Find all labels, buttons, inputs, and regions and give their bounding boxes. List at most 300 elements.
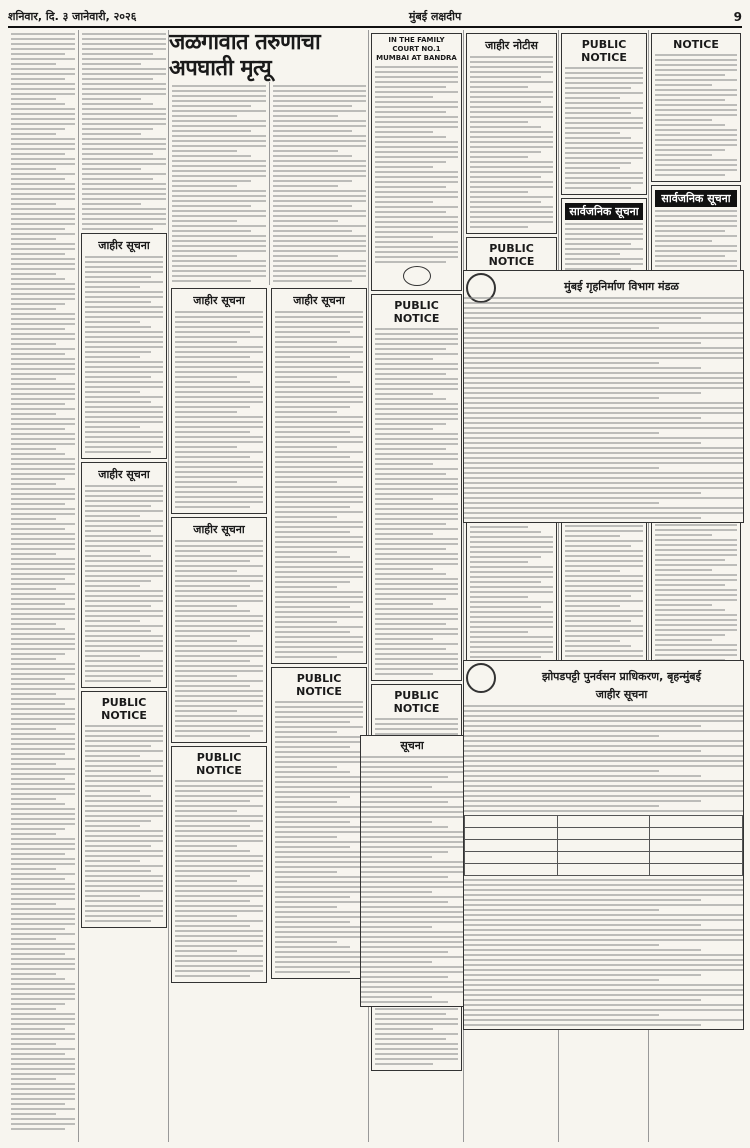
text-line (85, 321, 140, 323)
text-line (82, 168, 141, 170)
text-line (175, 600, 263, 602)
text-line (275, 356, 350, 358)
text-line (470, 201, 541, 203)
text-line (275, 431, 350, 433)
text-line (375, 196, 458, 198)
text-line (175, 725, 263, 727)
text-line (85, 630, 151, 632)
text-line (470, 166, 553, 168)
text-line (464, 964, 743, 966)
text-line (175, 810, 237, 812)
text-line (11, 168, 56, 170)
text-line (470, 61, 553, 63)
court-seal-icon (403, 266, 431, 286)
text-line (11, 433, 75, 435)
text-line (655, 134, 737, 136)
text-line (11, 963, 75, 965)
text-line (11, 638, 75, 640)
text-line (273, 260, 367, 262)
text-line (175, 376, 237, 378)
text-line (11, 828, 65, 830)
text-line (11, 643, 75, 645)
text-line (11, 458, 75, 460)
text-line (464, 407, 743, 409)
text-line (172, 215, 266, 217)
text-line (11, 1068, 75, 1070)
text-line (464, 447, 743, 449)
text-line (11, 258, 75, 260)
text-line (275, 506, 350, 508)
text-line (11, 403, 65, 405)
text-line (375, 1038, 446, 1040)
text-line (11, 658, 56, 660)
text-line (464, 362, 659, 364)
text-line (85, 730, 163, 732)
text-line (172, 180, 251, 182)
text-line (375, 206, 458, 208)
text-line (11, 343, 56, 345)
text-line (172, 95, 266, 97)
text-line (275, 756, 363, 758)
text-line (175, 950, 237, 952)
text-line (172, 245, 266, 247)
text-line (175, 735, 250, 737)
text-line (11, 788, 75, 790)
text-line (85, 915, 163, 917)
text-line (172, 150, 237, 152)
text-line (11, 803, 65, 805)
notice-header: PUBLIC NOTICE (393, 299, 440, 325)
text-line (11, 478, 65, 480)
text-line (464, 730, 743, 732)
text-line (273, 205, 352, 207)
text-line (655, 89, 737, 91)
text-line (464, 929, 743, 931)
text-line (82, 218, 166, 220)
text-line (11, 143, 75, 145)
text-line (11, 1058, 75, 1060)
text-line (464, 755, 743, 757)
text-line (464, 517, 701, 519)
text-line (361, 761, 463, 763)
mhada-title: मुंबई गृहनिर्माण विभाग मंडळ (564, 280, 679, 293)
text-line (375, 558, 458, 560)
text-line (655, 584, 725, 586)
text-line (464, 720, 743, 722)
text-line (85, 436, 163, 438)
text-line (82, 63, 141, 65)
text-line (470, 181, 553, 183)
text-line (85, 555, 151, 557)
text-line (470, 631, 528, 633)
text-line (11, 913, 75, 915)
text-line (275, 836, 337, 838)
text-line (11, 373, 75, 375)
text-line (175, 321, 263, 323)
zopu-subheader: जाहीर सूचना (595, 688, 648, 701)
text-line (82, 33, 166, 35)
text-line (175, 850, 250, 852)
text-line (11, 248, 75, 250)
text-line (375, 236, 433, 238)
text-line (275, 541, 363, 543)
text-line (361, 786, 432, 788)
text-line (375, 428, 433, 430)
text-line (275, 456, 350, 458)
text-line (11, 873, 75, 875)
text-line (273, 175, 367, 177)
text-line (275, 546, 363, 548)
text-line (275, 906, 337, 908)
text-line (275, 946, 350, 948)
text-line (175, 625, 263, 627)
text-line (361, 876, 448, 878)
text-line (361, 861, 463, 863)
text-line (85, 550, 140, 552)
text-line (175, 710, 237, 712)
text-line (175, 660, 250, 662)
text-line (85, 276, 151, 278)
text-line (11, 33, 75, 35)
text-line (85, 885, 163, 887)
text-line (175, 730, 263, 732)
text-line (275, 751, 363, 753)
text-line (275, 641, 363, 643)
text-line (11, 633, 75, 635)
text-line (655, 159, 737, 161)
text-line (275, 891, 363, 893)
text-line (82, 38, 166, 40)
text-line (82, 113, 166, 115)
text-line (175, 640, 237, 642)
text-line (464, 1024, 701, 1026)
text-line (11, 1093, 75, 1095)
text-line (275, 846, 350, 848)
text-line (464, 507, 743, 509)
text-line (275, 596, 363, 598)
text-line (464, 795, 743, 797)
text-line (275, 936, 363, 938)
text-line (375, 186, 446, 188)
text-line (11, 628, 65, 630)
text-line (175, 655, 263, 657)
text-line (464, 919, 743, 921)
text-line (85, 580, 151, 582)
text-line (82, 48, 166, 50)
text-line (375, 503, 458, 505)
text-line (375, 593, 458, 595)
text-line (175, 630, 263, 632)
text-line (85, 745, 151, 747)
text-line (375, 251, 458, 253)
text-line (464, 387, 743, 389)
text-line (375, 338, 458, 340)
text-line (85, 441, 163, 443)
text-line (375, 378, 458, 380)
text-line (464, 397, 659, 399)
text-line (11, 118, 75, 120)
text-line (655, 649, 737, 651)
text-line (565, 147, 643, 149)
text-line (85, 366, 163, 368)
text-line (375, 663, 458, 665)
text-line (275, 326, 363, 328)
text-line (375, 1013, 446, 1015)
text-line (464, 482, 743, 484)
text-line (172, 85, 266, 87)
text-line (175, 795, 263, 797)
text-line (175, 356, 250, 358)
text-line (11, 148, 75, 150)
text-line (375, 343, 458, 345)
text-line (361, 921, 463, 923)
text-line (11, 663, 75, 665)
text-line (82, 228, 153, 230)
text-line (375, 658, 458, 660)
text-line (470, 601, 553, 603)
text-line (273, 235, 367, 237)
text-line (275, 716, 363, 718)
text-line (11, 608, 75, 610)
text-line (375, 583, 458, 585)
text-line (375, 86, 446, 88)
text-line (275, 521, 363, 523)
text-line (565, 580, 643, 582)
text-line (11, 1063, 75, 1065)
text-line (175, 885, 263, 887)
text-line (11, 163, 75, 165)
text-line (11, 113, 75, 115)
text-line (11, 1028, 65, 1030)
text-line (464, 487, 743, 489)
zopu-ad (463, 660, 744, 1030)
text-line (375, 668, 458, 670)
text-line (655, 220, 737, 222)
text-line (275, 931, 363, 933)
text-line (275, 331, 350, 333)
text-line (172, 165, 266, 167)
text-line (470, 111, 553, 113)
text-line (275, 441, 363, 443)
text-line (565, 87, 631, 89)
text-line (11, 783, 75, 785)
text-line (82, 53, 153, 55)
text-line (273, 110, 367, 112)
text-line (273, 250, 367, 252)
text-line (464, 889, 743, 891)
text-line (11, 323, 75, 325)
text-line (470, 136, 553, 138)
text-line (275, 896, 350, 898)
text-line (565, 127, 643, 129)
lead-headline: जळगावात तरुणाचा अपघाती मृत्यू (169, 30, 321, 81)
text-line (275, 351, 363, 353)
text-line (565, 157, 643, 159)
text-line (11, 93, 75, 95)
text-line (172, 110, 266, 112)
text-line (273, 140, 367, 142)
text-line (275, 516, 337, 518)
text-line (85, 755, 140, 757)
mhada-ad (463, 270, 744, 523)
text-line (82, 163, 166, 165)
text-line (375, 423, 446, 425)
text-line (175, 965, 263, 967)
text-line (565, 560, 643, 562)
text-line (11, 423, 75, 425)
text-line (464, 417, 701, 419)
text-line (85, 446, 163, 448)
text-line (85, 406, 163, 408)
text-line (11, 898, 75, 900)
text-line (375, 643, 458, 645)
text-line (375, 478, 458, 480)
text-line (85, 421, 163, 423)
text-line (11, 428, 65, 430)
text-line (175, 496, 263, 498)
text-line (375, 473, 446, 475)
text-line (11, 588, 56, 590)
text-line (175, 481, 237, 483)
text-line (464, 497, 743, 499)
text-line (464, 402, 743, 404)
text-line (375, 333, 458, 335)
text-line (275, 601, 363, 603)
text-line (85, 855, 163, 857)
text-line (375, 121, 458, 123)
text-line (11, 318, 75, 320)
text-line (565, 605, 620, 607)
text-line (85, 431, 163, 433)
text-line (85, 645, 163, 647)
text-line (172, 130, 251, 132)
text-line (565, 152, 643, 154)
text-line (275, 866, 363, 868)
text-line (11, 78, 65, 80)
text-line (565, 67, 643, 69)
text-line (11, 483, 56, 485)
text-line (11, 1123, 75, 1125)
text-line (85, 910, 163, 912)
text-line (11, 213, 75, 215)
text-line (275, 901, 363, 903)
text-line (85, 266, 163, 268)
text-line (375, 1063, 433, 1065)
notice-header: जाहीर सूचना (293, 294, 345, 307)
text-line (375, 723, 458, 725)
text-line (655, 69, 737, 71)
text-line (85, 835, 163, 837)
text-line (470, 191, 528, 193)
text-line (11, 1033, 75, 1035)
text-line (375, 578, 458, 580)
text-line (565, 248, 643, 250)
text-line (11, 493, 75, 495)
text-line (375, 1053, 458, 1055)
text-line (361, 866, 463, 868)
text-line (175, 575, 263, 577)
text-line (375, 568, 433, 570)
text-line (470, 141, 553, 143)
text-line (175, 805, 263, 807)
text-line (655, 64, 737, 66)
text-line (470, 651, 553, 653)
text-line (275, 861, 363, 863)
text-line (11, 563, 75, 565)
text-line (655, 210, 737, 212)
text-line (375, 488, 458, 490)
text-line (275, 366, 363, 368)
text-line (85, 800, 163, 802)
text-line (275, 766, 337, 768)
text-line (172, 115, 237, 117)
text-line (470, 576, 553, 578)
text-line (11, 133, 56, 135)
text-line (85, 735, 163, 737)
text-line (275, 826, 363, 828)
text-line (375, 156, 458, 158)
text-line (11, 1043, 56, 1045)
text-line (85, 680, 151, 682)
text-line (275, 386, 363, 388)
text-line (464, 322, 743, 324)
text-line (175, 665, 263, 667)
text-line (464, 472, 743, 474)
text-line (11, 123, 75, 125)
text-line (565, 600, 643, 602)
text-line (375, 443, 458, 445)
text-line (11, 43, 75, 45)
text-line (11, 853, 65, 855)
text-line (470, 131, 553, 133)
text-line (565, 228, 643, 230)
text-line (85, 830, 163, 832)
text-line (85, 336, 163, 338)
text-line (273, 100, 367, 102)
text-line (85, 875, 163, 877)
text-line (175, 476, 263, 478)
text-line (375, 438, 458, 440)
text-line (11, 283, 75, 285)
text-line (175, 840, 263, 842)
text-line (375, 358, 433, 360)
text-line (11, 798, 56, 800)
text-line (172, 250, 266, 252)
text-line (655, 250, 737, 252)
text-line (464, 705, 743, 707)
text-line (275, 646, 363, 648)
text-line (275, 971, 350, 973)
text-line (375, 141, 458, 143)
text-line (175, 326, 263, 328)
issue-date: शनिवार, दि. ३ जानेवारी, २०२६ (8, 10, 137, 23)
text-line (11, 698, 75, 700)
text-line (172, 265, 266, 267)
text-line (275, 706, 363, 708)
text-line (175, 915, 237, 917)
text-line (172, 195, 266, 197)
zopu-title: झोपडपट्टी पुनर्वसन प्राधिकरण, बृहन्मुंबई (542, 670, 701, 683)
text-line (85, 346, 163, 348)
text-line (82, 158, 166, 160)
text-line (85, 256, 163, 258)
text-line (172, 270, 266, 272)
text-line (11, 508, 75, 510)
text-line (275, 616, 363, 618)
notice-box (271, 288, 367, 664)
text-line (11, 278, 65, 280)
text-line (464, 492, 701, 494)
